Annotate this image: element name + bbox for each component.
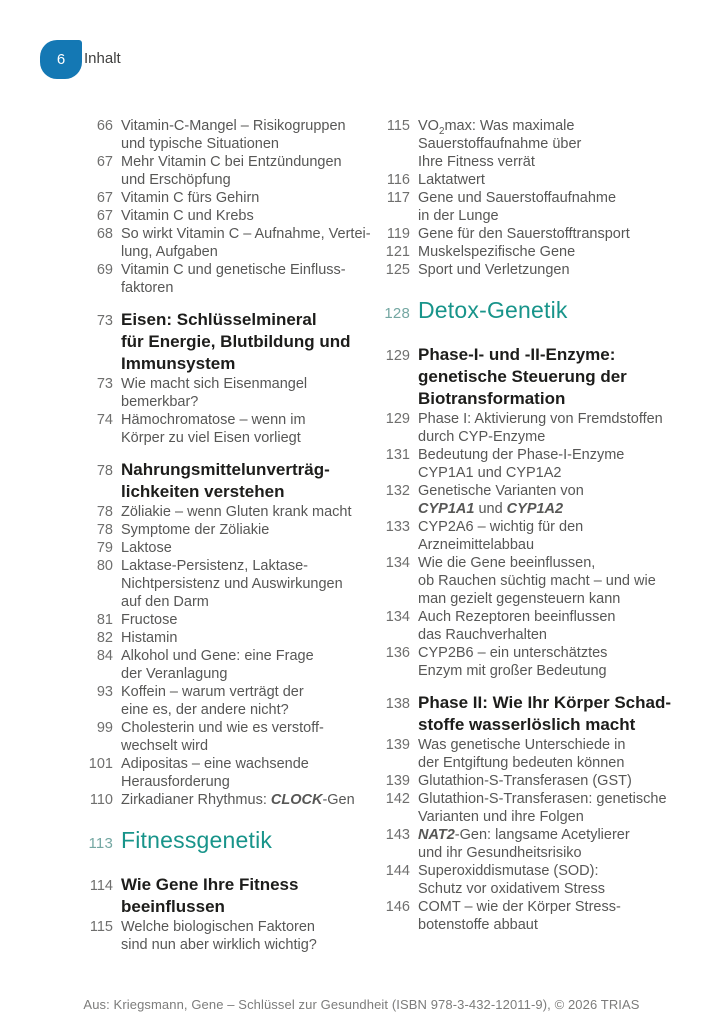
toc-entry-title: Adipositas – eine wachsende Herausforderung [121, 756, 309, 790]
toc-entry [83, 629, 373, 647]
toc-entry-title: Gene für den Sauerstofftransport [418, 226, 630, 242]
toc-entry-title: Genetische Varianten von CYP1A1 und CYP1A2 [418, 483, 584, 517]
toc-entry [380, 297, 680, 327]
toc-entry-title: CYP2A6 – wichtig für den Arzneimittelabbau [418, 519, 584, 553]
toc-entry [380, 189, 680, 225]
toc-entry-title: Sport und Verletzungen [418, 262, 570, 278]
toc-entry [83, 755, 373, 791]
toc-entry-page-number: 84 [96, 648, 113, 664]
toc-entry-title: Laktatwert [418, 172, 485, 188]
footer-credit: Aus: Kriegsmann, Gene – Schlüssel zur Gesundheit (ISBN 978-3-432-12011-9), © 2026 TRIAS [83, 997, 640, 1012]
toc-entry-page-number: 143 [385, 827, 410, 843]
toc-entry-title: Bedeutung der Phase-I-Enzyme CYP1A1 und CYP1A2 [418, 447, 625, 481]
toc-entry-page-number: 68 [96, 226, 113, 242]
toc-entry-page-number: 73 [96, 376, 113, 392]
toc-entry-page-number: 129 [385, 411, 410, 427]
toc-entry [83, 117, 373, 153]
toc-entry [380, 790, 680, 826]
toc-entry-page-number: 139 [385, 773, 410, 789]
toc-entry [380, 644, 680, 680]
toc-entry-title: Phase I: Aktivierung von Fremdstoffen durch CYP-Enzyme [418, 411, 663, 445]
toc-entry [83, 647, 373, 683]
toc-entry-title: Hämochromatose – wenn im Körper zu viel Eisen vorliegt [121, 412, 306, 446]
toc-entry-page-number: 69 [96, 262, 113, 278]
toc-entry-page-number: 93 [96, 684, 113, 700]
toc-entry-title: $VO_2\max$: Was maximale Sauerstoffaufnahme über Ihre Fitness verrät [418, 118, 582, 170]
toc-entry [83, 791, 373, 809]
toc-entry [380, 243, 680, 261]
toc-entry-title: Vitamin C und genetische Einfluss- faktoren [121, 262, 346, 296]
toc-entry-title: Glutathion-S-Transferasen: genetische Varianten und ihre Folgen [418, 791, 667, 825]
toc-entry-title: Phase II: Wie Ihr Körper Schad- stoffe wasserlöslich macht [418, 693, 672, 734]
toc-entry [380, 826, 680, 862]
toc-entry [83, 503, 373, 521]
toc-entry-title: Detox-Genetik [418, 297, 568, 323]
toc-entry [83, 375, 373, 411]
toc-column-right [380, 117, 680, 934]
toc-entry-page-number: 73 [96, 313, 113, 329]
toc-entry [83, 611, 373, 629]
toc-entry-page-number: 81 [96, 612, 113, 628]
toc-entry-title: Vitamin-C-Mangel – Risikogruppen und typische Situationen [121, 118, 346, 152]
toc-entry-page-number: 74 [96, 412, 113, 428]
toc-entry-title: Phase-I- und -II-Enzyme: genetische Steuerung der Biotransformation [418, 345, 627, 408]
toc-entry-title: Zöliakie – wenn Gluten krank macht [121, 504, 352, 520]
toc-entry-page-number: 80 [96, 558, 113, 574]
toc-entry-page-number: 82 [96, 630, 113, 646]
toc-entry-page-number: 66 [96, 118, 113, 134]
toc-entry-page-number: 125 [385, 262, 410, 278]
toc-entry [83, 683, 373, 719]
toc-entry [380, 554, 680, 608]
toc-entry [83, 918, 373, 954]
toc-entry-page-number: 110 [89, 792, 113, 808]
toc-entry-page-number: 67 [96, 190, 113, 206]
toc-entry-title: Welche biologischen Faktoren sind nun aber wirklich wichtig? [121, 919, 317, 953]
toc-entry [83, 189, 373, 207]
toc-entry [83, 411, 373, 447]
toc-entry [380, 692, 680, 736]
toc-entry [83, 153, 373, 189]
toc-entry [380, 225, 680, 243]
toc-entry-title: Was genetische Unterschiede in der Entgiftung bedeuten können [418, 737, 626, 771]
page-title: Inhalt [84, 50, 121, 67]
toc-entry-title: Auch Rezeptoren beeinflussen das Rauchverhalten [418, 609, 616, 643]
toc-entry [380, 482, 680, 518]
toc-entry-title: Fructose [121, 612, 178, 628]
toc-entry-title: Fitnessgenetik [121, 827, 273, 853]
toc-entry [83, 557, 373, 611]
toc-entry-page-number: 121 [385, 244, 410, 260]
toc-entry-page-number: 78 [96, 504, 113, 520]
toc-entry-title: Laktose [121, 540, 172, 556]
toc-entry [380, 446, 680, 482]
toc-entry-title: COMT – wie der Körper Stress- botenstoffe abbaut [418, 899, 621, 933]
toc-entry-title: NAT2-Gen: langsame Acetylierer und ihr Gesundheitsrisiko [418, 827, 630, 861]
toc-entry-page-number: 138 [385, 696, 410, 712]
toc-entry-page-number: 119 [386, 226, 410, 242]
toc-entry-page-number: 146 [385, 899, 410, 915]
toc-entry-page-number: 78 [96, 463, 113, 479]
toc-entry-page-number: 115 [386, 118, 410, 134]
toc-entry-page-number: 132 [385, 483, 410, 499]
toc-entry [83, 309, 373, 375]
toc-entry [380, 410, 680, 446]
toc-entry-page-number: 133 [385, 519, 410, 535]
toc-entry-page-number: 134 [385, 555, 410, 571]
gene-name: CYP1A2 [506, 501, 564, 517]
toc-entry [380, 736, 680, 772]
subscript: 2 [438, 125, 445, 137]
toc-entry [380, 344, 680, 410]
toc-entry-page-number: 67 [96, 208, 113, 224]
toc-entry-title: Zirkadianer Rhythmus: CLOCK-Gen [121, 792, 355, 808]
toc-entry-page-number: 134 [385, 609, 410, 625]
toc-entry [83, 459, 373, 503]
toc-entry [83, 827, 373, 857]
toc-entry-page-number: 67 [96, 154, 113, 170]
toc-entry [380, 171, 680, 189]
toc-entry-title: Cholesterin und wie es verstoff- wechselt wird [121, 720, 324, 754]
toc-entry-page-number: 79 [96, 540, 113, 556]
toc-entry-page-number: 116 [386, 172, 410, 188]
toc-entry [380, 117, 680, 171]
toc-entry [83, 521, 373, 539]
toc-entry-title: Muskelspezifische Gene [418, 244, 576, 260]
page-number-badge [40, 40, 82, 79]
page-number: 6 [56, 51, 66, 68]
toc-entry-title: Gene und Sauerstoffaufnahme in der Lunge [418, 190, 617, 224]
toc-entry-page-number: 113 [88, 835, 113, 852]
toc-entry-title: Koffein – warum verträgt der eine es, der andere nicht? [121, 684, 304, 718]
toc-entry [83, 261, 373, 297]
toc-entry [380, 518, 680, 554]
toc-entry-page-number: 117 [386, 190, 410, 206]
toc-entry-page-number: 136 [385, 645, 410, 661]
gene-name: NAT2 [418, 827, 455, 843]
toc-entry-title: Histamin [121, 630, 178, 646]
toc-entry [380, 772, 680, 790]
toc-entry [83, 207, 373, 225]
toc-entry-title: Wie die Gene beeinflussen, ob Rauchen süchtig macht – und wie man gezielt gegensteuern kann [418, 555, 656, 607]
gene-name: CLOCK [270, 792, 323, 808]
toc-entry-title: Glutathion-S-Transferasen (GST) [418, 773, 632, 789]
toc-entry-page-number: 78 [96, 522, 113, 538]
gene-name: CYP1A1 [418, 501, 475, 517]
toc-entry [380, 862, 680, 898]
toc-entry [83, 539, 373, 557]
toc-entry-title: CYP2B6 – ein unterschätztes Enzym mit großer Bedeutung [418, 645, 608, 679]
toc-entry [380, 608, 680, 644]
toc-entry-title: Vitamin C fürs Gehirn [121, 190, 260, 206]
toc-entry-title: Wie Gene Ihre Fitness beeinflussen [121, 875, 299, 916]
toc-entry-title: Vitamin C und Krebs [121, 208, 254, 224]
toc-entry-page-number: 142 [385, 791, 410, 807]
toc-entry [380, 261, 680, 279]
toc-entry-title: Laktase-Persistenz, Laktase- Nichtpersistenz und Auswirkungen auf den Darm [121, 558, 343, 610]
toc-entry-page-number: 139 [385, 737, 410, 753]
toc-entry-title: So wirkt Vitamin C – Aufnahme, Vertei- lung, Aufgaben [121, 226, 371, 260]
toc-entry-page-number: 144 [385, 863, 410, 879]
toc-entry-title: Alkohol und Gene: eine Frage der Veranlagung [121, 648, 314, 682]
toc-entry-page-number: 129 [385, 348, 410, 364]
toc-entry-title: Symptome der Zöliakie [121, 522, 270, 538]
toc-entry-title: Eisen: Schlüsselmineral für Energie, Blutbildung und Immunsystem [121, 310, 351, 373]
toc-entry-title: Mehr Vitamin C bei Entzündungen und Erschöpfung [121, 154, 342, 188]
toc-entry-title: Wie macht sich Eisenmangel bemerkbar? [121, 376, 308, 410]
toc-entry-page-number: 99 [96, 720, 113, 736]
toc-entry [380, 898, 680, 934]
toc-entry-title: Nahrungsmittelunverträg- lichkeiten verstehen [121, 460, 330, 501]
toc-entry-page-number: 101 [88, 756, 113, 772]
toc-entry [83, 225, 373, 261]
toc-column-left [83, 117, 373, 954]
toc-entry [83, 874, 373, 918]
toc-entry-page-number: 131 [385, 447, 410, 463]
toc-entry [83, 719, 373, 755]
toc-entry-page-number: 114 [89, 878, 113, 894]
toc-entry-page-number: 115 [89, 919, 113, 935]
toc-entry-page-number: 128 [384, 305, 410, 322]
toc-entry-title: Superoxiddismutase (SOD): Schutz vor oxidativem Stress [418, 863, 605, 897]
